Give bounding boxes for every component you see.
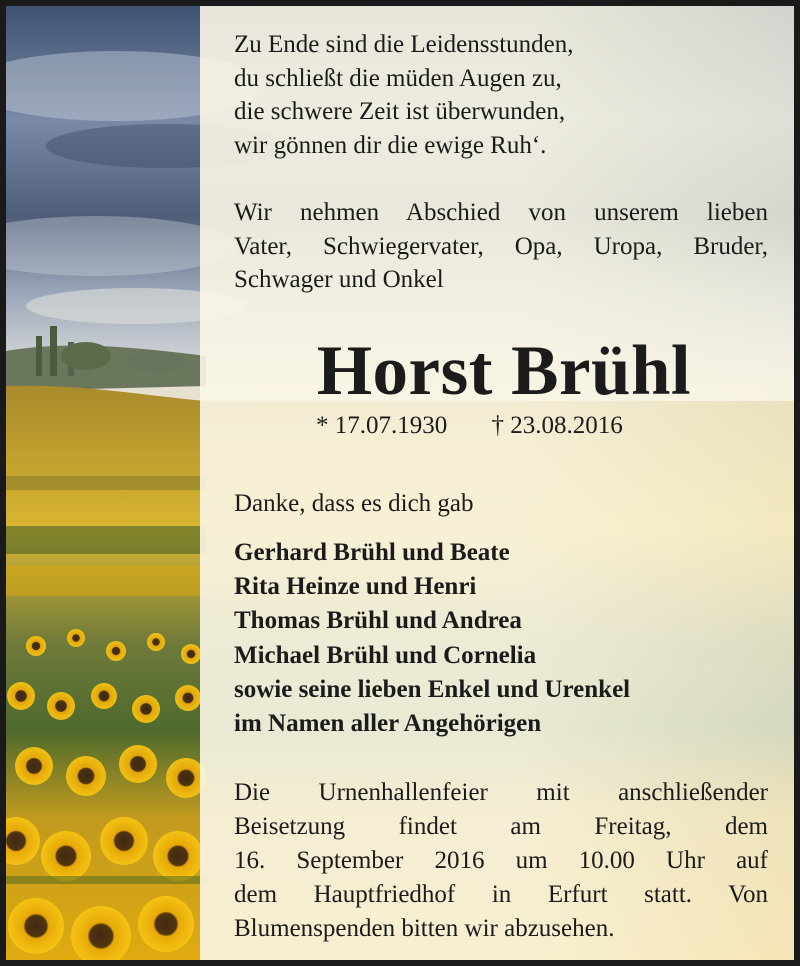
intro-line: Wir nehmen Abschied von unserem lieben — [234, 199, 768, 226]
life-dates — [316, 412, 623, 440]
service-line: dem Hauptfriedhof in Erfurt statt. Von — [234, 881, 768, 908]
farewell-intro — [234, 196, 768, 297]
thanks-line: Danke, dass es dich gab — [234, 490, 474, 517]
service-line: Beisetzung findet am Freitag, dem — [234, 813, 768, 840]
intro-line: Schwager und Onkel — [234, 266, 444, 293]
service-line: Die Urnenhallenfeier mit anschließender — [234, 779, 768, 806]
service-line: 16. September 2016 um 10.00 Uhr auf — [234, 847, 768, 874]
poem-line: die schwere Zeit ist überwunden, — [234, 98, 566, 125]
mourners-list — [234, 536, 630, 741]
mourner: Gerhard Brühl und Beate — [234, 539, 510, 566]
death-date: † 23.08.2016 — [491, 412, 623, 439]
poem — [234, 28, 768, 162]
mourner: Michael Brühl und Cornelia — [234, 641, 537, 669]
mourner: sowie seine lieben Enkel und Urenkel — [234, 675, 631, 703]
mourner: Thomas Brühl und Andrea — [234, 607, 522, 635]
poem-line: Zu Ende sind die Leidensstunden, — [234, 31, 574, 58]
deceased-name: Horst Brühl — [316, 332, 692, 410]
intro-line: Vater, Schwiegervater, Opa, Uropa, Bruder, — [234, 232, 768, 260]
poem-line: wir gönnen dir die ewige Ruh‘. — [234, 131, 547, 159]
mourner: Rita Heinze und Henri — [234, 573, 477, 601]
service-details — [234, 776, 768, 946]
mourner: im Namen aller Angehörigen — [234, 710, 542, 738]
birth-date: * 17.07.1930 — [316, 412, 448, 439]
service-line: Blumenspenden bitten wir abzusehen. — [234, 915, 615, 942]
poem-line: du schließt die müden Augen zu, — [234, 64, 562, 92]
